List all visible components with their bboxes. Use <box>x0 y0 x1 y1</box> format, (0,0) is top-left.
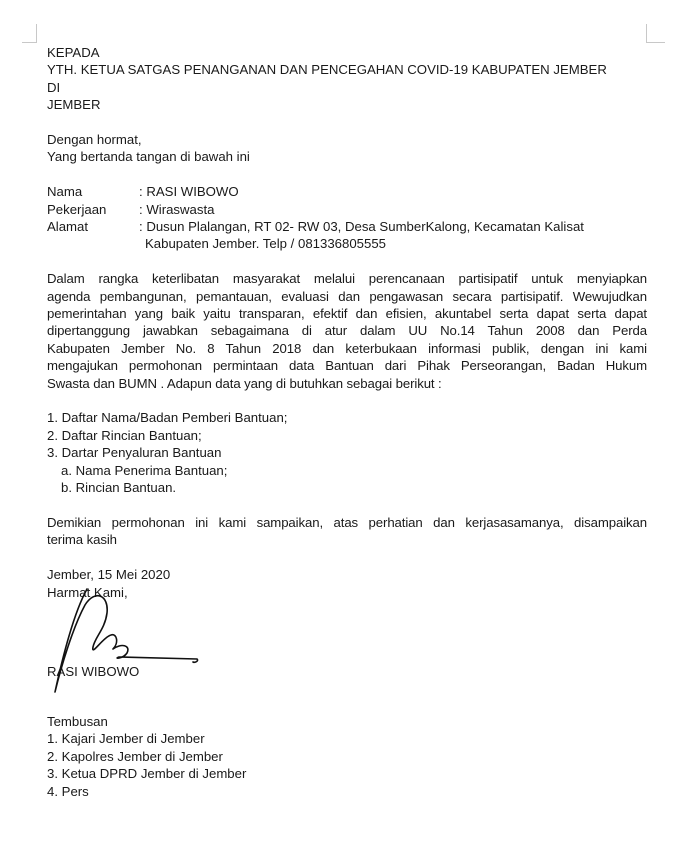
cc-item: 4. Pers <box>47 783 89 799</box>
paragraph-line: Dalam rangka keterlibatan masyarakat melalui perencanaan partisipatif untuk menyiapkan <box>47 271 647 287</box>
recipient-line: YTH. KETUA SATGAS PENANGANAN DAN PENCEGAHAN COVID-19 KABUPATEN JEMBER <box>47 62 607 78</box>
request-list <box>47 409 647 496</box>
recipient-line: JEMBER <box>47 97 101 113</box>
greeting-block <box>47 131 647 166</box>
salutation: Harmat Kami, <box>47 584 128 600</box>
paragraph-line: Demikian permohonan ini kami sampaikan, atas perhatian dan kerjasasamanya, disampaikan <box>47 514 647 530</box>
list-item: 1. Daftar Nama/Badan Pemberi Bantuan; <box>47 410 288 426</box>
closing-paragraph <box>47 514 647 549</box>
field-value: : Wiraswasta <box>139 201 215 217</box>
identity-block <box>47 183 647 253</box>
greeting-line: Yang bertanda tangan di bawah ini <box>47 149 250 165</box>
margin-corner-top-left <box>22 24 37 43</box>
paragraph-line: agenda pembangunan, pemantauan, evaluasi dan pengawasan secara partisipatif. Wewujudkan <box>47 288 647 304</box>
greeting-line: Dengan hormat, <box>47 132 142 148</box>
field-value-continued: Kabupaten Jember. Telp / 081336805555 <box>145 236 386 252</box>
paragraph-line: dipertanggung jawabkan sebagaimana di atur dalam UU No.14 Tahun 2008 dan Perda <box>47 323 647 339</box>
signature-icon <box>47 587 207 697</box>
paragraph-line: pemerintahan yang baik yaitu transparan, efektif dan efisien, akuntabel serta dapat serta dapat <box>47 306 647 322</box>
cc-block <box>47 713 647 800</box>
list-item: 3. Dartar Penyaluran Bantuan <box>47 445 222 461</box>
field-label: Pekerjaan <box>47 201 107 217</box>
paragraph-line: Swasta dan BUMN . Adapun data yang di butuhkan sebagai berikut : <box>47 375 442 391</box>
paragraph-line: mengajukan permohonan permintaan data Bantuan dari Pihak Perseorangan, Badan Hukum <box>47 358 647 374</box>
paragraph-line: terima kasih <box>47 532 117 548</box>
sub-list-item: a. Nama Penerima Bantuan; <box>61 462 228 478</box>
sub-list-item: b. Rincian Bantuan. <box>61 480 177 496</box>
identity-row-nama <box>47 183 647 200</box>
margin-corner-top-right <box>646 24 665 43</box>
field-label: Alamat <box>47 219 89 235</box>
field-value: : Dusun Plalangan, RT 02- RW 03, Desa SumberKalong, Kecamatan Kalisat <box>139 219 584 235</box>
paragraph-line: Kabupaten Jember No. 8 Tahun 2018 dan keterbukaan informasi publik, dengan ini kami <box>47 340 647 356</box>
identity-row-alamat <box>47 218 647 253</box>
cc-item: 3. Ketua DPRD Jember di Jember <box>47 766 247 782</box>
recipient-line: DI <box>47 79 61 95</box>
field-value: : RASI WIBOWO <box>139 184 239 200</box>
field-label: Nama <box>47 184 83 200</box>
signoff-block <box>47 566 647 705</box>
signer-name: RASI WIBOWO <box>47 663 140 679</box>
place-date: Jember, 15 Mei 2020 <box>47 567 171 583</box>
identity-row-pekerjaan <box>47 201 647 218</box>
cc-title: Tembusan <box>47 713 108 729</box>
cc-item: 1. Kajari Jember di Jember <box>47 731 205 747</box>
body-paragraph <box>47 270 647 392</box>
recipient-block <box>47 44 647 114</box>
cc-item: 2. Kapolres Jember di Jember <box>47 748 223 764</box>
list-item: 2. Daftar Rincian Bantuan; <box>47 427 202 443</box>
letter-body <box>47 44 647 800</box>
recipient-line: KEPADA <box>47 45 100 60</box>
